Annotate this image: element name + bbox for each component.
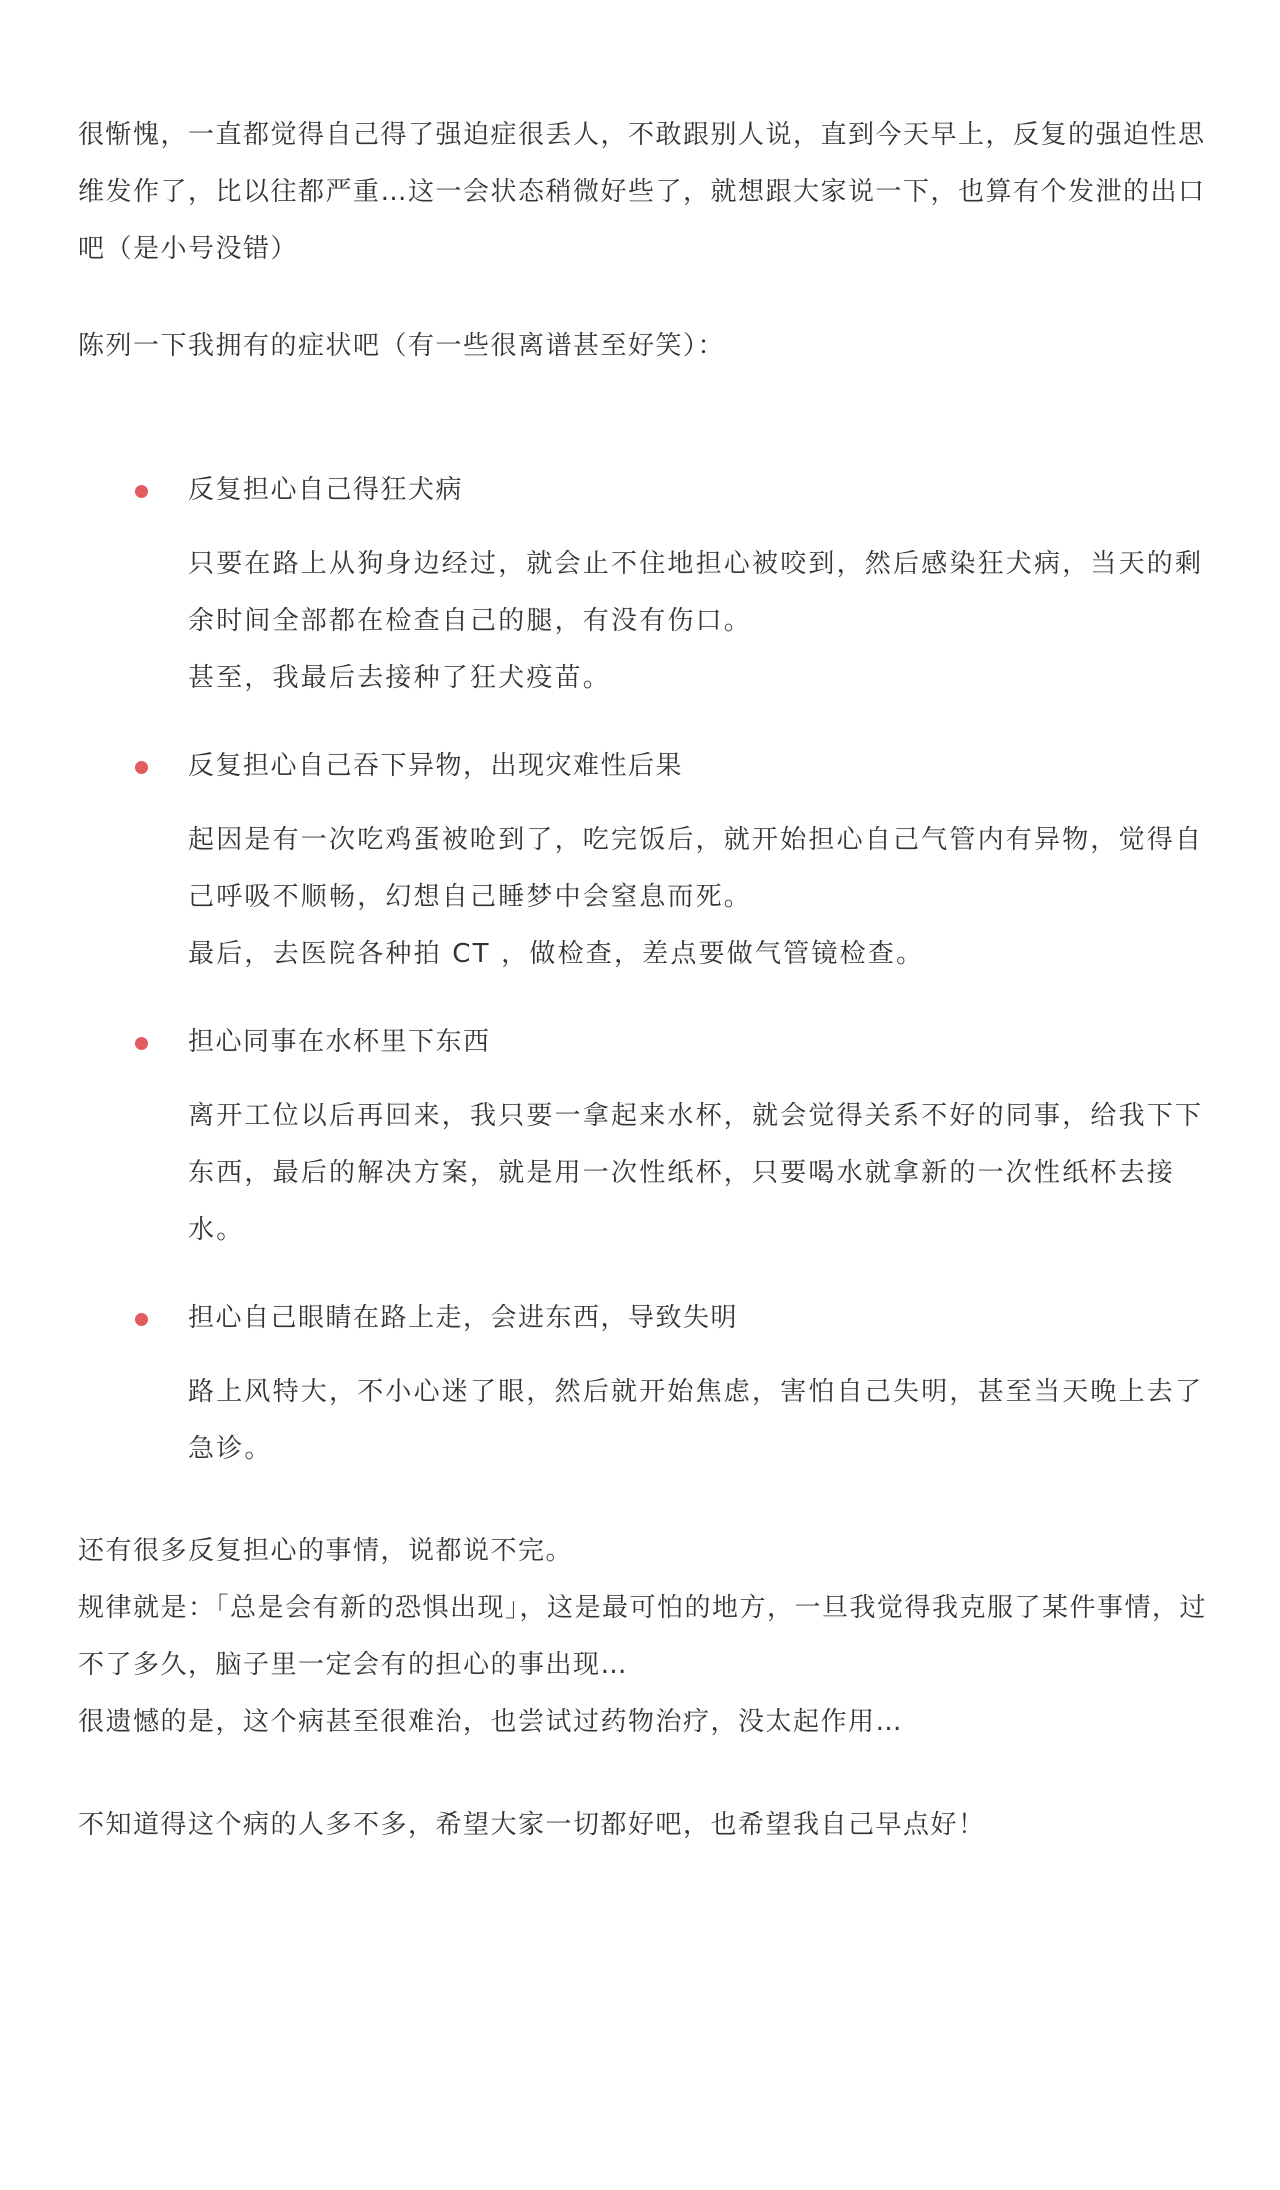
symptom-description (188, 1088, 1218, 1259)
symptom-description (188, 812, 1218, 983)
symptom-description-line: 甚至，我最后去接种了狂犬疫苗。 (188, 663, 612, 693)
symptom-description-line: 离开工位以后再回来，我只要一拿起来水杯，就会觉得关系不好的同事，给我下下东西，最后的解决方案，就是用一次性纸杯，只要喝水就拿新的一次性纸杯去接水。 (188, 1101, 1204, 1245)
symptom-item-eyes (78, 1290, 1218, 1478)
article (78, 0, 1218, 1854)
symptom-title: 反复担心自己吞下异物，出现灾难性后果 (188, 751, 684, 781)
outro-line: 规律就是：「总是会有新的恐惧出现」，这是最可怕的地方，一旦我觉得我克服了某件事情，过不了多久，脑子里一定会有的担心的事出现… (78, 1593, 1208, 1680)
symptom-title: 反复担心自己得狂犬病 (188, 475, 464, 505)
symptom-item-swallowing (78, 738, 1218, 983)
bullet-dot-icon (135, 1313, 148, 1326)
symptom-title: 担心自己眼睛在路上走，会进东西，导致失明 (188, 1303, 739, 1333)
symptom-description-line: 只要在路上从狗身边经过，就会止不住地担心被咬到，然后感染狂犬病，当天的剩余时间全部都在检查自己的腿，有没有伤口。 (188, 549, 1204, 636)
symptom-list-lead: 陈列一下我拥有的症状吧（有一些很离谱甚至好笑）： (78, 331, 726, 361)
symptom-title: 担心同事在水杯里下东西 (188, 1027, 491, 1057)
outro-line: 很遗憾的是，这个病甚至很难治，也尝试过药物治疗，没太起作用… (78, 1707, 904, 1737)
bullet-dot-icon (135, 761, 148, 774)
outro-section (78, 1523, 1218, 1751)
bullet-dot-icon (135, 485, 148, 498)
symptom-description-line: 路上风特大，不小心迷了眼，然后就开始焦虑，害怕自己失明，甚至当天晚上去了急诊。 (188, 1377, 1204, 1464)
symptom-description (188, 1364, 1218, 1478)
symptom-item-water-cup (78, 1014, 1218, 1259)
symptom-description-line: 最后，去医院各种拍 CT ，做检查，差点要做气管镜检查。 (188, 939, 925, 969)
intro-paragraph: 很惭愧，一直都觉得自己得了强迫症很丢人，不敢跟别人说，直到今天早上，反复的强迫性思维发作了，比以往都严重…这一会状态稍微好些了，就想跟大家说一下，也算有个发泄的出口吧（是小号没错） (78, 120, 1206, 264)
symptom-item-rabies (78, 462, 1218, 707)
bullet-dot-icon (135, 1037, 148, 1050)
outro-line: 还有很多反复担心的事情，说都说不完。 (78, 1536, 574, 1566)
symptom-list (78, 462, 1218, 1478)
symptom-description-line: 起因是有一次吃鸡蛋被呛到了，吃完饭后，就开始担心自己气管内有异物，觉得自己呼吸不顺畅，幻想自己睡梦中会窒息而死。 (188, 825, 1204, 912)
symptom-description (188, 536, 1218, 707)
closing-paragraph: 不知道得这个病的人多不多，希望大家一切都好吧，也希望我自己早点好！ (78, 1810, 986, 1840)
